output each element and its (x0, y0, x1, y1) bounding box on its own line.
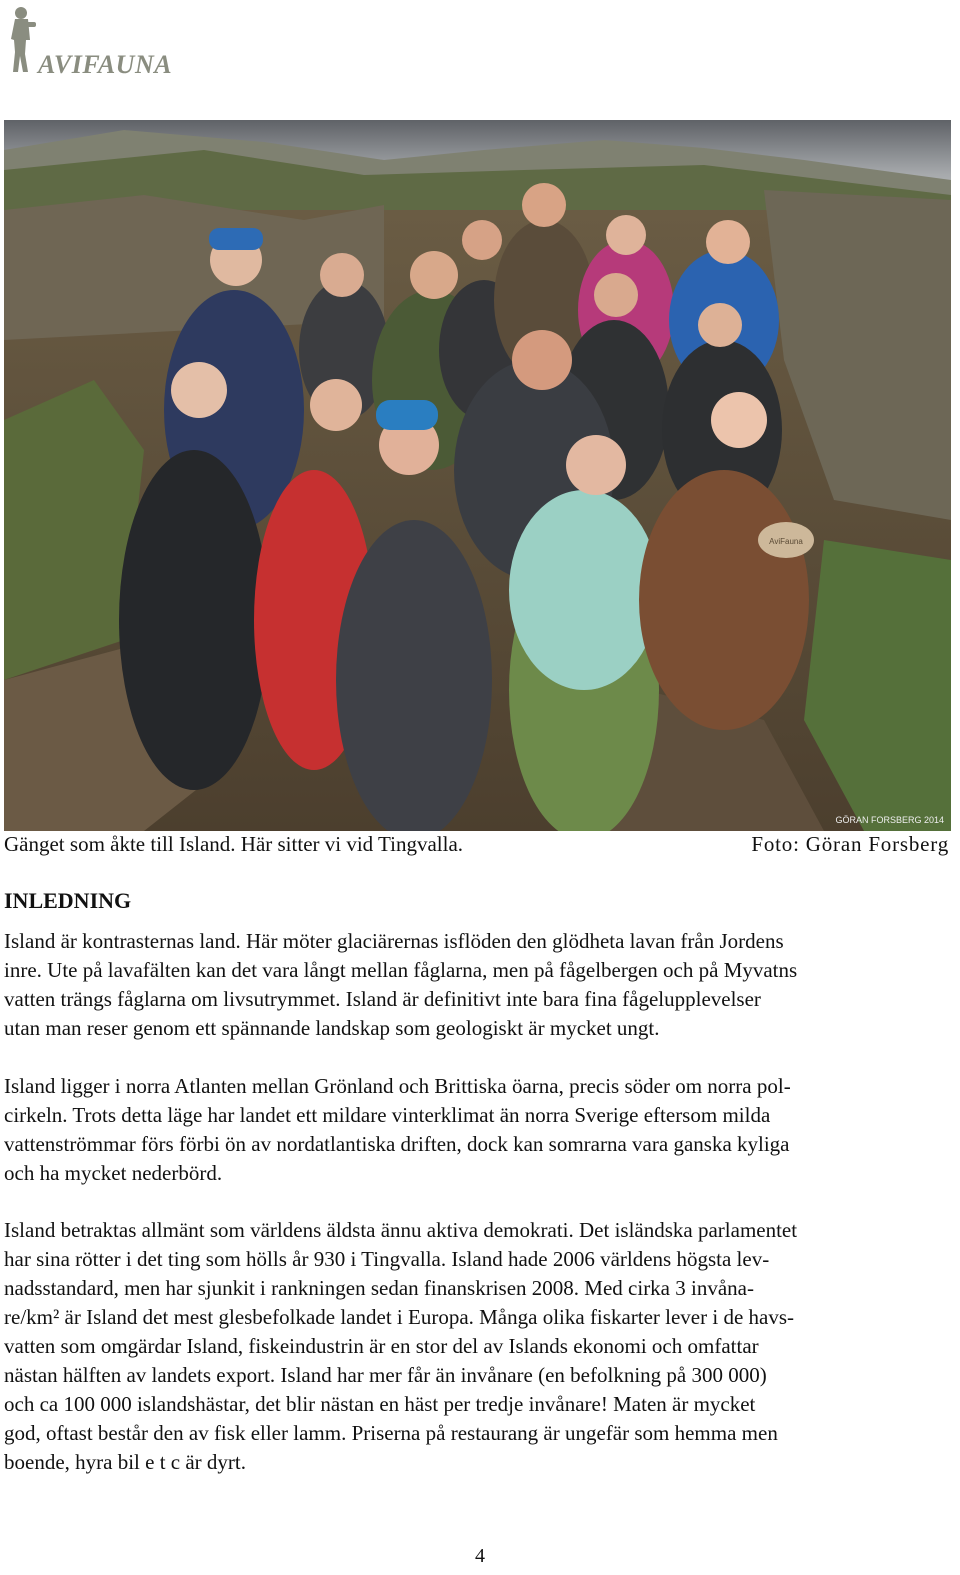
cap-logo-text: AviFauna (769, 537, 803, 546)
paragraph-line: vattenströmmar förs förbi ön av nordatlantiska driften, dock kan somrarna vara ganska kyliga (4, 1132, 790, 1156)
paragraph-line: Island ligger i norra Atlanten mellan Grönland och Brittiska öarna, precis söder om norra pol- (4, 1074, 791, 1098)
paragraph-line: Island betraktas allmänt som världens äldsta ännu aktiva demokrati. Det isländska parlamentet (4, 1218, 798, 1242)
group-photo (4, 120, 951, 831)
page-number: 4 (475, 1545, 485, 1567)
paragraph-line: och ca 100 000 islandshästar, det blir nästan en häst per tredje invånare! Maten är mycket (4, 1392, 756, 1416)
paragraph-3 (4, 1216, 954, 1477)
paragraph-1 (4, 927, 954, 1043)
paragraph-2 (4, 1072, 954, 1188)
photo-credit: Foto: Göran Forsberg (751, 832, 949, 856)
paragraph-line: inre. Ute på lavafälten kan det vara långt mellan fåglarna, men på fågelbergen och på Myvatns (4, 958, 798, 982)
paragraph-line: re/km² är Island det mest glesbefolkade landet i Europa. Många olika fiskarter lever i de havs- (4, 1305, 795, 1329)
group-photo-illustration (4, 120, 951, 831)
photo-caption (4, 830, 951, 860)
paragraph-line: nadsstandard, men har sjunkit i rankningen sedan finanskrisen 2008. Med cirka 3 invåna- (4, 1276, 754, 1300)
paragraph-line: vatten trängs fåglarna om livsutrymmet. Island är definitivt inte bara fina fågelupplevelser (4, 987, 761, 1011)
paragraph-line: god, oftast består den av fisk eller lamm. Priserna på restaurang är ungefär som hemma men (4, 1421, 778, 1445)
paragraph-line: nästan hälften av landets export. Island har mer får än invånare (en befolkning på 300 000) (4, 1363, 767, 1387)
photo-watermark: GÖRAN FORSBERG 2014 (835, 815, 944, 825)
paragraph-line: vatten som omgärdar Island, fiskeindustrin är en stor del av Islands ekonomi och omfattar (4, 1334, 759, 1358)
caption-text: Gänget som åkte till Island. Här sitter vi vid Tingvalla. (4, 832, 464, 856)
logo-text: AVIFAUNA (38, 50, 173, 79)
paragraph-line: Island är kontrasternas land. Här möter glaciärernas isflöden den glödheta lavan från Jordens (4, 929, 784, 953)
section-heading: INLEDNING (4, 888, 132, 913)
paragraph-line: har sina rötter i det ting som hölls år 930 i Tingvalla. Island hade 2006 världens högsta lev- (4, 1247, 770, 1271)
paragraph-line: och ha mycket nederbörd. (4, 1161, 223, 1185)
avifauna-logo (6, 4, 176, 80)
paragraph-line: utan man reser genom ett spännande landskap som geologiskt är mycket ungt. (4, 1016, 660, 1040)
paragraph-line: cirkeln. Trots detta läge har landet ett mildare vinterklimat än norra Sverige eftersom milda (4, 1103, 771, 1127)
birdwatcher-icon (6, 4, 40, 76)
paragraph-line: boende, hyra bil e t c är dyrt. (4, 1450, 246, 1474)
